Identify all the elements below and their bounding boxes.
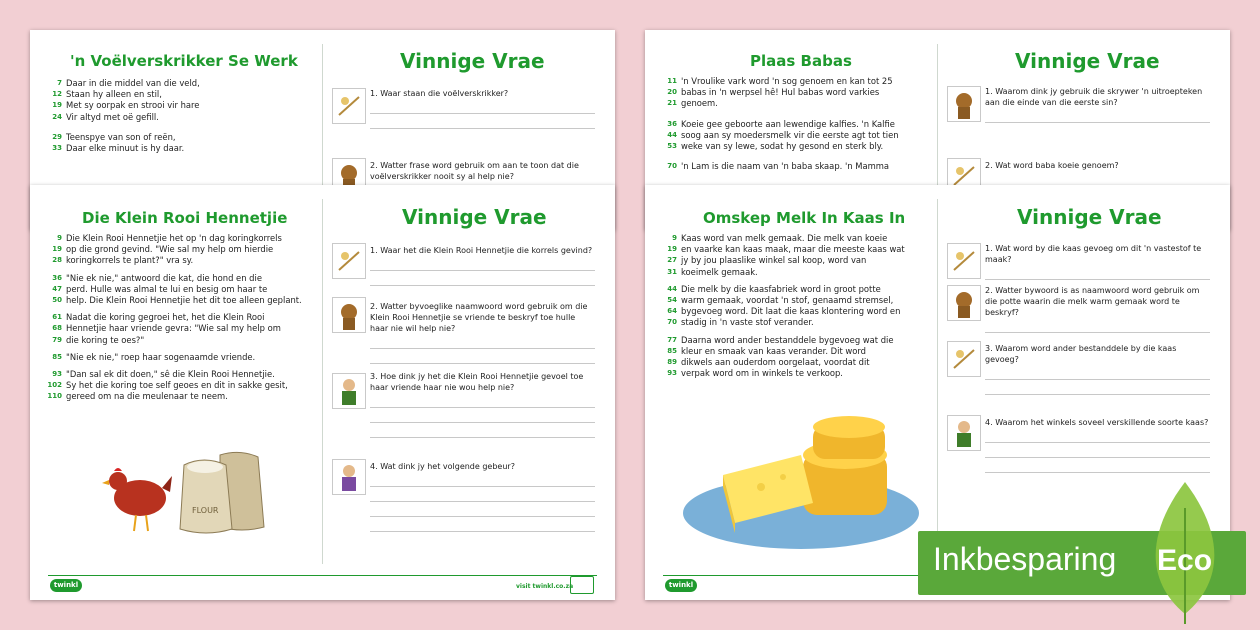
column-divider — [322, 199, 323, 564]
question-2: 2. Wat word baba koeie genoem? — [985, 161, 1119, 170]
answer-line[interactable] — [370, 285, 595, 286]
answer-line[interactable] — [370, 501, 595, 502]
poem-line: 29 Teenspye van son of reën, — [52, 131, 176, 142]
answer-line[interactable] — [985, 394, 1210, 395]
column-divider — [937, 44, 938, 194]
text-line: 36 Koeie gee geboorte aan lewendige kalfies. 'n Kalfie — [667, 118, 895, 129]
paragraph: 61 Nadat die koring gegroei het, het die Klein Rooi 68 Hennetjie haar vriende gevra: "Wie sal my help om 79 die koring te oes?" — [52, 312, 281, 345]
flour-label: FLOUR — [192, 506, 219, 515]
scarecrow-icon — [947, 243, 981, 279]
footer-rule — [48, 575, 597, 576]
question-4: 4. Waarom het winkels soveel verskillende soorte kaas? — [985, 417, 1210, 473]
text-line: 53 weke van sy lewe, sodat hy gesond en sterk bly. — [667, 141, 884, 152]
answer-line[interactable] — [370, 516, 595, 517]
story-title: Die Klein Rooi Hennetjie — [82, 209, 288, 227]
text-line: 44 soog aan sy moedersmelk vir die eerste agt tot tien — [667, 129, 899, 140]
paragraph: 85 "Nie ek nie," roep haar sogenaamde vriende. — [52, 351, 256, 362]
eco-label: Eco — [1157, 544, 1213, 577]
answer-line[interactable] — [370, 113, 595, 114]
column-divider — [937, 199, 938, 564]
quiz-title: Vinnige Vrae — [1017, 205, 1162, 229]
paragraph: 93 "Dan sal ek dit doen," sê die Klein Rooi Hennetjie. 102 Sy het die koring toe self geoes en dit in sakke gesit, 110 gereed om na die meulenaar te neem. — [47, 369, 288, 402]
question-2: 2. Watter byvoeglike naamwoord word gebruik om die Klein Rooi Hennetjie se vriende te beskryf toe hulle haar nie wil help nie? — [370, 301, 595, 364]
inkbesparing-label: Inkbesparing — [933, 541, 1117, 577]
hen-icon — [102, 468, 172, 531]
question-3: 3. Waarom word ander bestanddele by die kaas gevoeg? — [985, 343, 1210, 395]
answer-line[interactable] — [985, 279, 1210, 280]
quiz-title: Vinnige Vrae — [402, 205, 547, 229]
answer-line[interactable] — [985, 332, 1210, 333]
worksheet-klein-rooi-hennetjie — [30, 185, 615, 600]
question-4: 4. Wat dink jy het volgende gebeur? — [370, 461, 595, 532]
story-title: Omskep Melk In Kaas In — [703, 209, 906, 227]
answer-line[interactable] — [370, 437, 595, 438]
question-1: 1. Waar het die Klein Rooi Hennetjie die korrels gevind? — [370, 245, 595, 286]
bear-icon — [332, 297, 366, 333]
twinkl-logo: twinkl — [665, 579, 697, 592]
question-3: 3. Hoe dink jy het die Klein Rooi Hennetjie gevoel toe haar vriende haar nie wou help nie? — [370, 371, 595, 438]
story-title: 'n Voëlverskrikker Se Werk — [70, 52, 298, 70]
answer-line[interactable] — [985, 472, 1210, 473]
poem-line: 24 Vir altyd met oë gefill. — [52, 111, 159, 122]
answer-line[interactable] — [370, 128, 595, 129]
text-line: 70 'n Lam is die naam van 'n baba skaap. 'n Mamma — [667, 161, 890, 172]
paragraph: 44 Die melk by die kaasfabriek word in groot potte 54 warm gemaak, voordat 'n stof, genaamd stremsel, 64 bygevoeg word. Dit laat die kaas klontering word en 70 stadig in 'n vaste stof verander. — [667, 283, 901, 328]
farmer-icon — [947, 415, 981, 451]
footer-url: visit twinkl.co.za — [516, 583, 574, 590]
story-text — [665, 233, 927, 385]
answer-line[interactable] — [985, 122, 1210, 123]
poem — [50, 78, 310, 154]
poem-line: 33 Daar elke minuut is hy daar. — [52, 143, 185, 154]
bear-icon — [947, 86, 981, 122]
answer-line[interactable] — [985, 442, 1210, 443]
answer-line[interactable] — [985, 457, 1210, 458]
answer-line[interactable] — [370, 486, 595, 487]
text-line: 21 genoem. — [667, 98, 718, 109]
question-1: 1. Waar staan die voëlverskrikker? — [370, 88, 595, 129]
eco-stamp-icon — [570, 576, 594, 594]
poem-line: 19 Met sy oorpak en strooi vir hare — [52, 100, 200, 111]
farmer-icon — [332, 373, 366, 409]
scarecrow-icon — [332, 88, 366, 124]
cheese-illustration — [683, 415, 923, 555]
question-1: 1. Wat word by die kaas gevoeg om dit 'n vastestof te maak? — [985, 243, 1210, 280]
character-icon — [332, 459, 366, 495]
paragraph: 9 Kaas word van melk gemaak. Die melk van koeie 19 en vaarke kan kaas maak, maar die meeste kaas wat 27 jy by jou plaaslike winkel sal koop, word van 31 koeimelk gemaak. — [667, 233, 905, 277]
answer-line[interactable] — [370, 422, 595, 423]
column-divider — [322, 44, 323, 194]
paragraph: 9 Die Klein Rooi Hennetjie het op 'n dag koringkorrels 19 op die grond gevind. "Wie sal my help om hierdie 28 koringkorrels te plant?" vra sy. — [52, 233, 282, 266]
answer-line[interactable] — [985, 379, 1210, 380]
paragraph: 36 "Nie ek nie," antwoord die kat, die hond en die 47 perd. Hulle was almal te lui en besig om haar te 50 help. Die Klein Rooi Hennetjie het dit toe alleen geplant. — [52, 272, 302, 306]
quiz-title: Vinnige Vrae — [400, 49, 545, 73]
twinkl-logo: twinkl — [50, 579, 82, 592]
question-2: 2. Watter frase word gebruik om aan te toon dat die voëlverskrikker nooit sy al help nie? — [370, 161, 579, 181]
answer-line[interactable] — [370, 348, 595, 349]
answer-line[interactable] — [370, 270, 595, 271]
question-2: 2. Watter bywoord is as naamwoord word gebruik om die potte waarin die melk warm gemaak word te beskryf? — [985, 285, 1210, 333]
scarecrow-icon — [332, 243, 366, 279]
cheese-wheel-icon — [803, 416, 887, 515]
answer-line[interactable] — [370, 363, 595, 364]
flour-sacks-icon — [180, 452, 264, 533]
hen-and-flour-illustration — [100, 443, 270, 538]
story-title: Plaas Babas — [750, 52, 852, 70]
poem-line: 12 Staan hy alleen en stil, — [52, 89, 162, 100]
question-1: 1. Waarom dink jy gebruik die skrywer 'n uitroepteken aan die einde van die eerste sin? — [985, 86, 1210, 123]
poem-line: 7 Daar in die middel van die veld, — [57, 78, 200, 88]
answer-line[interactable] — [370, 531, 595, 532]
quiz-title: Vinnige Vrae — [1015, 49, 1160, 73]
story-text — [47, 233, 312, 409]
bear-icon — [947, 285, 981, 321]
text-line: 11 'n Vroulike vark word 'n sog genoem en kan tot 25 — [667, 76, 893, 86]
scarecrow-icon — [947, 341, 981, 377]
paragraph: 77 Daarna word ander bestanddele bygevoeg wat die 85 kleur en smaak van kaas verander. Dit word 89 dikwels aan ouderdom oorgelaat, voordat dit 93 verpak word om in winkels te verkoop. — [667, 334, 894, 379]
story-text — [665, 76, 927, 172]
answer-line[interactable] — [370, 407, 595, 408]
text-line: 20 babas in 'n werpsel hê! Hul babas word varkies — [667, 87, 880, 98]
